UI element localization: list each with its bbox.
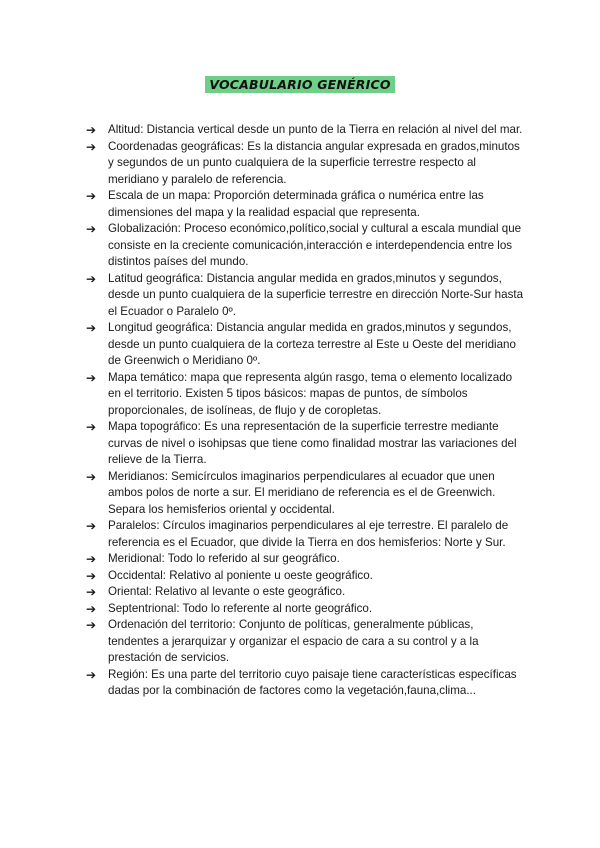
item-text: Septentrional: Todo lo referente al norte geográfico. bbox=[108, 601, 373, 615]
list-item bbox=[86, 568, 526, 585]
arrow-right-icon: ➔ bbox=[86, 469, 97, 484]
arrow-right-icon: ➔ bbox=[86, 618, 97, 632]
arrow-right-icon: ➔ bbox=[86, 271, 97, 286]
arrow-right-icon: ➔ bbox=[86, 568, 97, 583]
item-text: Paralelos: Círculos imaginarios perpendiculares al eje terrestre. El paralelo de referencia es el Ecuador, que divide la Tierra en dos hemisferios: Norte y Sur. bbox=[108, 519, 509, 549]
list-item bbox=[86, 188, 526, 221]
list-item bbox=[86, 584, 526, 601]
item-text: Longitud geográfica: Distancia angular medida en grados,minutos y segundos, desde un punto cualquiera de la corteza terrestre al Este u Oeste del meridiano de Greenwich o Meridiano 0º. bbox=[108, 321, 516, 367]
arrow-right-icon: ➔ bbox=[86, 222, 97, 236]
list-item bbox=[86, 221, 526, 271]
arrow-right-icon: ➔ bbox=[86, 519, 97, 533]
arrow-right-icon: ➔ bbox=[86, 189, 97, 203]
list-item bbox=[86, 370, 526, 420]
item-text: Altitud: Distancia vertical desde un punto de la Tierra en relación al nivel del mar. bbox=[108, 123, 523, 136]
item-text: Región: Es una parte del territorio cuyo paisaje tiene características específicas dadas por la combinación de factores como la vegetación,fauna,clima... bbox=[108, 667, 517, 697]
item-text: Meridianos: Semicírculos imaginarios perpendiculares al ecuador que unen ambos polos de norte a sur. El meridiano de referencia es el de Greenwich. Separa los hemisferios oriental y occidental. bbox=[108, 469, 496, 516]
item-text: Ordenación del territorio: Conjunto de políticas, generalmente públicas, tendentes a jerarquizar y organizar el espacio de cara a su control y a la prestación de servicios. bbox=[108, 618, 479, 664]
arrow-right-icon: ➔ bbox=[86, 123, 97, 137]
arrow-right-icon: ➔ bbox=[86, 321, 97, 335]
arrow-right-icon: ➔ bbox=[86, 139, 97, 154]
list-item bbox=[86, 469, 526, 519]
item-text: Mapa topográfico: Es una representación de la superficie terrestre mediante curvas de nivel o isohipsas que tiene como finalidad mostrar las variaciones del relieve de la Tierra. bbox=[108, 420, 517, 466]
list-item bbox=[86, 122, 526, 139]
list-item bbox=[86, 667, 526, 700]
arrow-right-icon: ➔ bbox=[86, 667, 97, 682]
list-item bbox=[86, 617, 526, 667]
page-title: VOCABULARIO GENÉRICO bbox=[205, 76, 394, 93]
item-text: Coordenadas geográficas: Es la distancia angular expresada en grados,minutos y segundos de un punto cualquiera de la superficie terrestre respecto al meridiano y paralelo de referencia. bbox=[108, 139, 520, 186]
list-item bbox=[86, 518, 526, 551]
item-text: Oriental: Relativo al levante o este geográfico. bbox=[108, 585, 346, 598]
list-item bbox=[86, 419, 526, 469]
list-item bbox=[86, 320, 526, 370]
title-container bbox=[0, 76, 600, 94]
list-item bbox=[86, 139, 526, 189]
arrow-right-icon: ➔ bbox=[86, 552, 97, 566]
item-text: Latitud geográfica: Distancia angular medida en grados,minutos y segundos, desde un punto cualquiera de la superficie terrestre en dirección Norte-Sur hasta el Ecuador o Paralelo 0º. bbox=[108, 271, 524, 318]
list-item bbox=[86, 601, 526, 618]
arrow-right-icon: ➔ bbox=[86, 601, 97, 616]
list-item bbox=[86, 271, 526, 321]
arrow-right-icon: ➔ bbox=[86, 370, 97, 385]
item-text: Meridional: Todo lo referido al sur geográfico. bbox=[108, 552, 340, 565]
arrow-right-icon: ➔ bbox=[86, 420, 97, 434]
list-item bbox=[86, 551, 526, 568]
item-text: Escala de un mapa: Proporción determinada gráfica o numérica entre las dimensiones del mapa y la realidad espacial que representa. bbox=[108, 189, 484, 219]
item-text: Globalización: Proceso económico,político,social y cultural a escala mundial que consiste en la creciente comunicación,interacción e interdependencia entre los distintos países del mundo. bbox=[108, 222, 522, 268]
arrow-right-icon: ➔ bbox=[86, 585, 97, 599]
item-text: Occidental: Relativo al poniente u oeste geográfico. bbox=[108, 568, 373, 582]
item-text: Mapa temático: mapa que representa algún rasgo, tema o elemento localizado en el territorio. Existen 5 tipos básicos: mapas de puntos, de símbolos proporcionales, de isolíneas, de flujo y de coropletas. bbox=[108, 370, 513, 417]
vocabulary-list bbox=[86, 122, 526, 700]
